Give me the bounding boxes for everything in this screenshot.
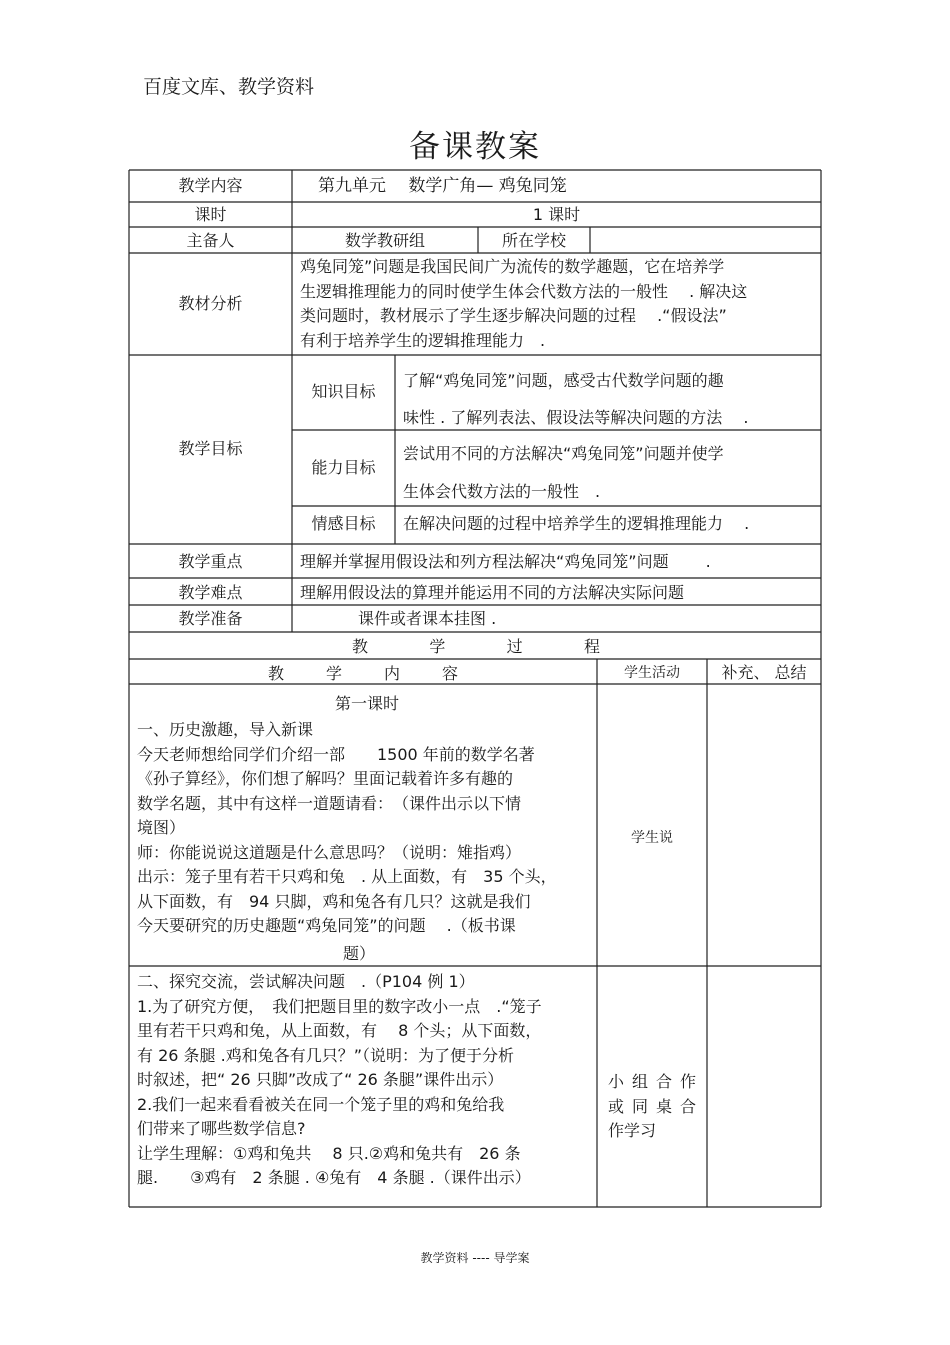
activity-char: 学 xyxy=(624,1121,641,1140)
objectives-label: 教学目标 xyxy=(178,439,243,458)
process-heading xyxy=(352,634,600,657)
section1-line: 出示：笼子里有若干只鸡和兔 . 从上面数，有 35 个头， xyxy=(137,867,557,886)
section1-title: 第一课时 xyxy=(334,694,399,713)
activity-char: 合 xyxy=(679,1096,696,1116)
content-column-header xyxy=(268,661,458,684)
section2-line: 有 26 条腿 .鸡和兔各有几只？”（说明：为了便于分析 xyxy=(137,1045,514,1065)
activity-char: 小 xyxy=(608,1072,625,1091)
period-value: 1 课时 xyxy=(532,205,581,224)
difficulty-value: 理解用假设法的算理并能运用不同的方法解决实际问题 xyxy=(300,583,685,602)
section1-line: 从下面数，有 94 只脚，鸡和兔各有几只？这就是我们 xyxy=(137,891,531,911)
difficulty-label: 教学难点 xyxy=(178,583,243,602)
content-value: 第九单元 数学广角— 鸡兔同笼 xyxy=(318,176,567,196)
activity-line xyxy=(608,1119,696,1144)
section1-text xyxy=(137,718,557,939)
section2-line: 让学生理解：①鸡和兔共 8 只.②鸡和兔共有 26 条 xyxy=(137,1143,521,1163)
section1-line: 境图） xyxy=(137,818,186,837)
section1-line: 今天老师想给同学们介绍一部 1500 年前的数学名著 xyxy=(137,744,535,764)
section1-activity: 学生说 xyxy=(631,830,673,846)
section2-line: 们带来了哪些数学信息? xyxy=(137,1119,306,1138)
goal-line: 味性 . 了解列表法、假设法等解决问题的方法 . xyxy=(403,408,749,427)
activity-char: 同 xyxy=(631,1096,648,1116)
materials-label: 教学准备 xyxy=(178,609,243,628)
process-heading-char: 学 xyxy=(429,637,446,656)
page-footer: 教学资料 ---- 导学案 xyxy=(420,1251,530,1265)
column-header-char: 容 xyxy=(441,664,458,683)
process-heading-char: 教 xyxy=(352,637,369,656)
process-heading-char: 程 xyxy=(583,637,600,656)
section2-line: 2.我们一起来看看被关在同一个笼子里的鸡和兔给我 xyxy=(137,1094,505,1114)
ability-goal-text xyxy=(403,435,724,511)
activity-line xyxy=(608,1070,696,1095)
section2-line: 1.为了研究方便， 我们把题目里的数字改小一点 .“笼子 xyxy=(137,996,542,1016)
key-point-label: 教学重点 xyxy=(178,552,243,571)
goal-line: 生体会代数方法的一般性 . xyxy=(403,482,601,501)
activity-char: 习 xyxy=(640,1121,657,1140)
preparer-label: 主备人 xyxy=(186,231,235,250)
analysis-line: 鸡兔同笼”问题是我国民间广为流传的数学趣题，它在培养学 xyxy=(300,257,725,276)
column-header-char: 学 xyxy=(325,664,342,683)
emotion-goal-label: 情感目标 xyxy=(311,514,376,533)
section2-line: 二、探究交流，尝试解决问题 .（P104 例 1） xyxy=(137,972,475,991)
section1-line: 一、历史激趣，导入新课 xyxy=(137,720,314,739)
analysis-line: 有利于培养学生的逻辑推理能力 . xyxy=(300,330,546,350)
section1-line: 今天要研究的历史趣题“鸡兔同笼”的问题 .（板书课 xyxy=(137,916,516,935)
section1-last-line: 题） xyxy=(343,944,376,963)
goal-line: 了解“鸡兔同笼”问题，感受古代数学问题的趣 xyxy=(403,371,724,390)
activity-char: 组 xyxy=(631,1072,648,1091)
section1-line: 《孙子算经》，你们想了解吗？里面记载着许多有趣的 xyxy=(137,769,514,788)
goal-line: 尝试用不同的方法解决“鸡兔同笼”问题并使学 xyxy=(403,444,724,463)
section1-line: 数学名题，其中有这样一道题请看： （课件出示以下情 xyxy=(137,793,522,813)
knowledge-goal-label: 知识目标 xyxy=(311,382,376,401)
column-header-char: 内 xyxy=(383,664,400,683)
materials-value: 课件或者课本挂图 . xyxy=(358,609,497,628)
column-header-char: 教 xyxy=(268,664,285,683)
section1-line: 师：你能说说这道题是什么意思吗？（说明：雉指鸡） xyxy=(137,842,522,862)
content-label: 教学内容 xyxy=(178,176,243,195)
period-label: 课时 xyxy=(194,205,227,224)
analysis-label: 教材分析 xyxy=(178,294,243,313)
activity-char: 作 xyxy=(679,1072,696,1091)
key-point-value: 理解并掌握用假设法和列方程法解决“鸡兔同笼”问题 . xyxy=(300,552,711,571)
header-note: 百度文库、教学资料 xyxy=(143,76,315,98)
section2-activity xyxy=(608,1070,696,1144)
emotion-goal-text xyxy=(403,512,749,536)
activity-line xyxy=(608,1095,696,1120)
preparer-value: 数学教研组 xyxy=(344,231,425,250)
section2-line: 里有若干只鸡和兔，从上面数，有 8 个头；从下面数， xyxy=(137,1021,542,1040)
knowledge-goal-text xyxy=(403,362,748,436)
section2-line: 时叙述，把“ 26 只脚”改成了“ 26 条腿”课件出示） xyxy=(137,1070,504,1089)
process-heading-char: 过 xyxy=(506,637,523,656)
section2-text xyxy=(137,970,542,1191)
goal-line: 在解决问题的过程中培养学生的逻辑推理能力 . xyxy=(403,514,750,533)
activity-char: 合 xyxy=(655,1072,672,1091)
activity-char: 桌 xyxy=(655,1096,672,1116)
document-title: 备课教案 xyxy=(409,129,541,165)
section2-line: 腿. ③鸡有 2 条腿 . ④兔有 4 条腿 .（课件出示） xyxy=(137,1168,531,1187)
analysis-line: 生逻辑推理能力的同时使学生体会代数方法的一般性 . 解决这 xyxy=(300,281,748,301)
activity-column-header: 学生活动 xyxy=(624,665,680,681)
school-label: 所在学校 xyxy=(501,231,566,250)
activity-char: 或 xyxy=(608,1096,625,1116)
activity-char: 作 xyxy=(608,1121,625,1140)
analysis-text xyxy=(300,255,747,353)
analysis-line: 类问题时，教材展示了学生逐步解决问题的过程 .“假设法” xyxy=(300,306,727,325)
summary-column-header: 补充、 总结 xyxy=(721,663,807,682)
ability-goal-label: 能力目标 xyxy=(311,458,376,477)
